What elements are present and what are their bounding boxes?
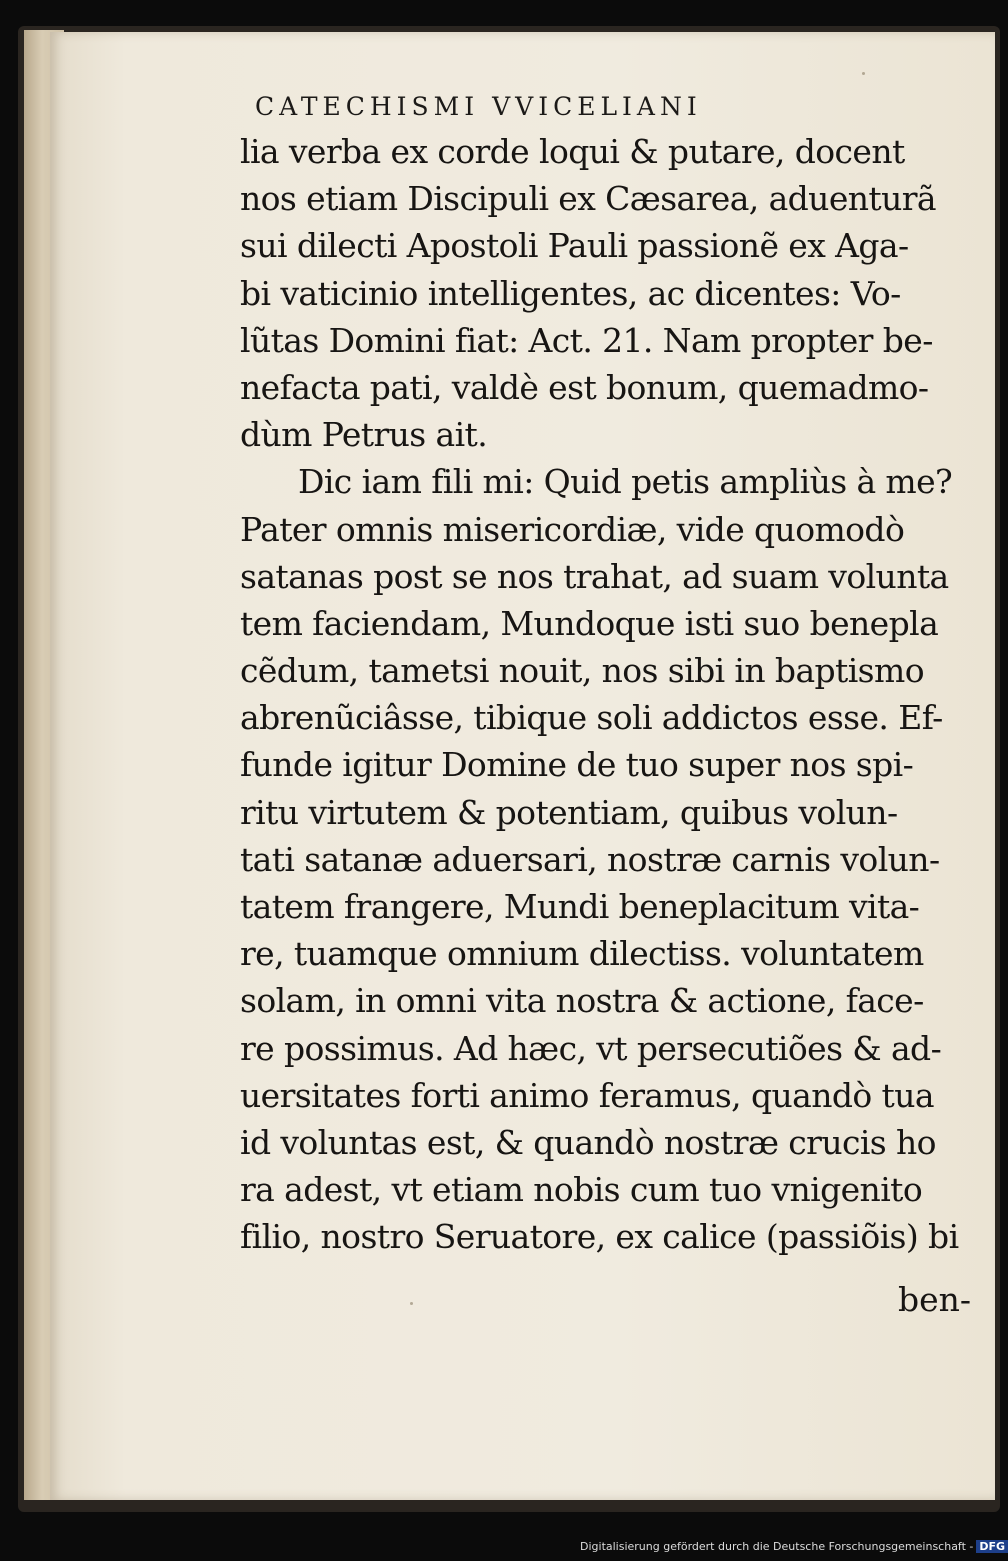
text-line: funde igitur Domine de tuo super nos spi- <box>240 745 914 785</box>
catchword: ben- <box>898 1280 972 1319</box>
running-title: CATECHISMI VVICELIANI <box>255 92 702 121</box>
footer-text: Digitalisierung gefördert durch die Deutsche Forschungsgemeinschaft - <box>580 1540 974 1553</box>
text-line: cẽdum, tametsi nouit, nos sibi in baptismo <box>240 651 924 691</box>
text-line: dùm Petrus ait. <box>240 415 488 455</box>
text-line: re possimus. Ad hæc, vt persecutiões & ad- <box>240 1028 942 1068</box>
dfg-logo: DFG <box>976 1540 1008 1553</box>
text-line: uersitates forti animo feramus, quandò tua <box>240 1075 934 1115</box>
text-line: lũtas Domini fiat: Act. 21. Nam propter be- <box>240 320 933 360</box>
text-line: sui dilecti Apostoli Pauli passionẽ ex Aga- <box>240 226 909 266</box>
text-line: tem faciendam, Mundoque isti suo benepla <box>240 603 939 643</box>
text-line: id voluntas est, & quandò nostræ crucis ho <box>240 1122 936 1162</box>
body-text <box>240 128 960 1261</box>
text-line: tati satanæ aduersari, nostræ carnis volun- <box>240 839 940 879</box>
text-line: nos etiam Discipuli ex Cæsarea, aduenturã <box>240 179 936 219</box>
text-line: filio, nostro Seruatore, ex calice (passiõis) bi <box>240 1217 959 1257</box>
text-line: solam, in omni vita nostra & actione, face- <box>240 981 924 1021</box>
text-line: nefacta pati, valdè est bonum, quemadmo- <box>240 367 929 407</box>
funding-footer <box>580 1540 1006 1553</box>
text-line: abrenũciâsse, tibique soli addictos esse. Ef- <box>240 698 943 738</box>
paper-speck <box>862 72 865 75</box>
text-line: tatem frangere, Mundi beneplacitum vita- <box>240 887 920 926</box>
text-line: Pater omnis misericordiæ, vide quomodò <box>240 509 905 549</box>
paragraph-start-line: Dic iam fili mi: Quid petis ampliùs à me? <box>298 462 953 502</box>
text-line: ra adest, vt etiam nobis cum tuo vnigenito <box>240 1170 923 1210</box>
text-line: ritu virtutem & potentiam, quibus volun- <box>240 792 898 832</box>
text-line: lia verba ex corde loqui & putare, docent <box>240 132 905 171</box>
text-line: bi vaticinio intelligentes, ac dicentes: Vo- <box>240 273 901 313</box>
text-line: satanas post se nos trahat, ad suam volunta <box>240 556 949 596</box>
text-line: re, tuamque omnium dilectiss. voluntatem <box>240 934 924 974</box>
paper-speck <box>410 1302 413 1305</box>
